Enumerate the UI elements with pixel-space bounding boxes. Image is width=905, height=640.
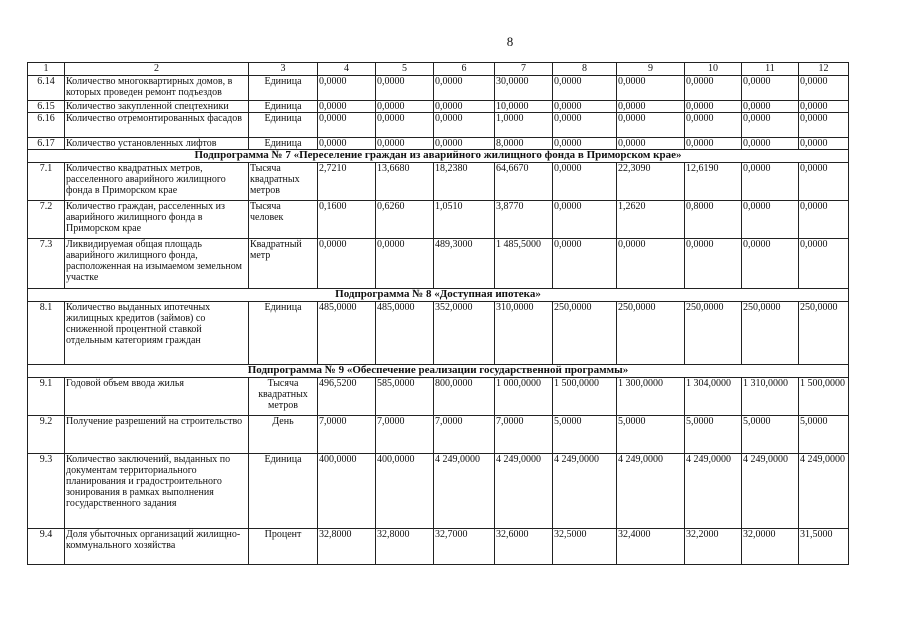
table-row (28, 101, 849, 113)
value-cell: 489,3000 (434, 239, 495, 289)
value-cell: 4 249,0000 (799, 454, 849, 529)
value-cell: 0,0000 (799, 201, 849, 239)
indicator-name: Количество закупленной спецтехники (65, 101, 249, 113)
column-header: 8 (553, 63, 617, 76)
value-cell: 0,0000 (376, 101, 434, 113)
value-cell: 0,0000 (376, 138, 434, 150)
value-cell: 250,0000 (799, 302, 849, 365)
column-header: 2 (65, 63, 249, 76)
row-number: 7.2 (28, 201, 65, 239)
value-cell: 0,0000 (434, 113, 495, 138)
value-cell: 485,0000 (376, 302, 434, 365)
value-cell: 0,0000 (617, 239, 685, 289)
value-cell: 31,5000 (799, 529, 849, 565)
table-row (28, 76, 849, 101)
value-cell: 12,6190 (685, 163, 742, 201)
subprogram-title: Подпрограмма № 9 «Обеспечение реализации государственной программы» (28, 365, 849, 378)
value-cell: 10,0000 (495, 101, 553, 113)
row-number: 6.14 (28, 76, 65, 101)
unit-of-measure: Тысяча квадратных метров (249, 163, 318, 201)
subprogram-heading-row (28, 289, 849, 302)
value-cell: 3,8770 (495, 201, 553, 239)
value-cell: 32,7000 (434, 529, 495, 565)
row-number: 9.4 (28, 529, 65, 565)
indicator-name: Количество граждан, расселенных из аварийного жилищного фонда в Приморском крае (65, 201, 249, 239)
value-cell: 0,0000 (617, 138, 685, 150)
value-cell: 0,0000 (685, 239, 742, 289)
subprogram-heading-row (28, 365, 849, 378)
column-header: 12 (799, 63, 849, 76)
value-cell: 0,0000 (553, 201, 617, 239)
value-cell: 8,0000 (495, 138, 553, 150)
indicator-name: Годовой объем ввода жилья (65, 378, 249, 416)
value-cell: 0,0000 (799, 113, 849, 138)
value-cell: 0,0000 (742, 201, 799, 239)
value-cell: 0,1600 (318, 201, 376, 239)
value-cell: 32,0000 (742, 529, 799, 565)
value-cell: 0,0000 (553, 113, 617, 138)
value-cell: 1 304,0000 (685, 378, 742, 416)
unit-of-measure: Тысяча квадратных метров (249, 378, 318, 416)
value-cell: 4 249,0000 (434, 454, 495, 529)
value-cell: 64,6670 (495, 163, 553, 201)
value-cell: 7,0000 (318, 416, 376, 454)
value-cell: 13,6680 (376, 163, 434, 201)
row-number: 7.1 (28, 163, 65, 201)
value-cell: 0,0000 (799, 76, 849, 101)
value-cell: 5,0000 (553, 416, 617, 454)
unit-of-measure: Единица (249, 302, 318, 365)
unit-of-measure: Процент (249, 529, 318, 565)
indicator-name: Количество многоквартирных домов, в которых проведен ремонт подъездов (65, 76, 249, 101)
row-number: 9.2 (28, 416, 65, 454)
value-cell: 0,0000 (318, 239, 376, 289)
value-cell: 0,0000 (376, 113, 434, 138)
value-cell: 400,0000 (318, 454, 376, 529)
value-cell: 0,0000 (553, 101, 617, 113)
value-cell: 4 249,0000 (742, 454, 799, 529)
value-cell: 30,0000 (495, 76, 553, 101)
value-cell: 4 249,0000 (617, 454, 685, 529)
page-number: 8 (506, 34, 514, 49)
row-number: 7.3 (28, 239, 65, 289)
indicators-table (27, 62, 849, 565)
unit-of-measure: День (249, 416, 318, 454)
value-cell: 0,6260 (376, 201, 434, 239)
unit-of-measure: Единица (249, 76, 318, 101)
table-row (28, 529, 849, 565)
row-number: 6.16 (28, 113, 65, 138)
indicator-name: Количество квадратных метров, расселенного аварийного жилищного фонда в Приморском крае (65, 163, 249, 201)
unit-of-measure: Квадратный метр (249, 239, 318, 289)
indicator-name: Ликвидируемая общая площадь аварийного жилищного фонда, расположенная на изымаемом земельном участке (65, 239, 249, 289)
indicator-name: Количество заключений, выданных по документам территориального планирования и градостроительного зонирования в рамках выполнения государственного задания (65, 454, 249, 529)
table-header-row (28, 63, 849, 76)
value-cell: 1,0510 (434, 201, 495, 239)
value-cell: 0,0000 (742, 138, 799, 150)
value-cell: 1 000,0000 (495, 378, 553, 416)
subprogram-title: Подпрограмма № 8 «Доступная ипотека» (28, 289, 849, 302)
value-cell: 0,8000 (685, 201, 742, 239)
value-cell: 0,0000 (799, 101, 849, 113)
value-cell: 0,0000 (318, 76, 376, 101)
value-cell: 32,4000 (617, 529, 685, 565)
value-cell: 800,0000 (434, 378, 495, 416)
value-cell: 5,0000 (742, 416, 799, 454)
value-cell: 4 249,0000 (553, 454, 617, 529)
value-cell: 250,0000 (617, 302, 685, 365)
row-number: 6.15 (28, 101, 65, 113)
value-cell: 32,8000 (318, 529, 376, 565)
value-cell: 0,0000 (799, 239, 849, 289)
value-cell: 0,0000 (553, 76, 617, 101)
column-header: 10 (685, 63, 742, 76)
value-cell: 7,0000 (434, 416, 495, 454)
value-cell: 5,0000 (617, 416, 685, 454)
value-cell: 0,0000 (376, 239, 434, 289)
value-cell: 0,0000 (376, 76, 434, 101)
table-row (28, 113, 849, 138)
value-cell: 0,0000 (742, 101, 799, 113)
value-cell: 0,0000 (553, 239, 617, 289)
value-cell: 1,0000 (495, 113, 553, 138)
value-cell: 250,0000 (553, 302, 617, 365)
value-cell: 0,0000 (742, 163, 799, 201)
indicator-name: Количество выданных ипотечных жилищных кредитов (займов) со сниженной процентной ставкой отдельным категориям граждан (65, 302, 249, 365)
table-row (28, 302, 849, 365)
table-row (28, 138, 849, 150)
value-cell: 0,0000 (742, 76, 799, 101)
value-cell: 7,0000 (495, 416, 553, 454)
indicator-name: Получение разрешений на строительство (65, 416, 249, 454)
unit-of-measure: Тысяча человек (249, 201, 318, 239)
value-cell: 310,0000 (495, 302, 553, 365)
indicator-name: Количество установленных лифтов (65, 138, 249, 150)
row-number: 6.17 (28, 138, 65, 150)
column-header: 6 (434, 63, 495, 76)
value-cell: 352,0000 (434, 302, 495, 365)
value-cell: 400,0000 (376, 454, 434, 529)
unit-of-measure: Единица (249, 138, 318, 150)
value-cell: 0,0000 (742, 239, 799, 289)
value-cell: 2,7210 (318, 163, 376, 201)
table-row (28, 454, 849, 529)
value-cell: 250,0000 (685, 302, 742, 365)
value-cell: 1 500,0000 (799, 378, 849, 416)
value-cell: 1 485,5000 (495, 239, 553, 289)
value-cell: 0,0000 (685, 138, 742, 150)
column-header: 4 (318, 63, 376, 76)
table-row (28, 163, 849, 201)
value-cell: 485,0000 (318, 302, 376, 365)
table-row (28, 378, 849, 416)
column-header: 9 (617, 63, 685, 76)
value-cell: 18,2380 (434, 163, 495, 201)
value-cell: 1 500,0000 (553, 378, 617, 416)
value-cell: 0,0000 (617, 76, 685, 101)
indicator-name: Количество отремонтированных фасадов (65, 113, 249, 138)
value-cell: 4 249,0000 (495, 454, 553, 529)
value-cell: 585,0000 (376, 378, 434, 416)
column-header: 3 (249, 63, 318, 76)
unit-of-measure: Единица (249, 454, 318, 529)
value-cell: 1 300,0000 (617, 378, 685, 416)
value-cell: 0,0000 (799, 163, 849, 201)
unit-of-measure: Единица (249, 101, 318, 113)
value-cell: 0,0000 (434, 76, 495, 101)
column-header: 5 (376, 63, 434, 76)
row-number: 9.3 (28, 454, 65, 529)
table-row (28, 201, 849, 239)
unit-of-measure: Единица (249, 113, 318, 138)
value-cell: 0,0000 (434, 138, 495, 150)
value-cell: 22,3090 (617, 163, 685, 201)
value-cell: 1,2620 (617, 201, 685, 239)
value-cell: 1 310,0000 (742, 378, 799, 416)
value-cell: 5,0000 (685, 416, 742, 454)
value-cell: 0,0000 (318, 101, 376, 113)
value-cell: 0,0000 (617, 113, 685, 138)
table-row (28, 416, 849, 454)
value-cell: 0,0000 (318, 138, 376, 150)
value-cell: 0,0000 (685, 76, 742, 101)
value-cell: 0,0000 (685, 113, 742, 138)
column-header: 1 (28, 63, 65, 76)
subprogram-title: Подпрограмма № 7 «Переселение граждан из аварийного жилищного фонда в Приморском крае» (28, 150, 849, 163)
value-cell: 5,0000 (799, 416, 849, 454)
subprogram-heading-row (28, 150, 849, 163)
value-cell: 0,0000 (553, 138, 617, 150)
row-number: 9.1 (28, 378, 65, 416)
value-cell: 32,8000 (376, 529, 434, 565)
value-cell: 250,0000 (742, 302, 799, 365)
value-cell: 0,0000 (685, 101, 742, 113)
value-cell: 4 249,0000 (685, 454, 742, 529)
value-cell: 32,6000 (495, 529, 553, 565)
value-cell: 0,0000 (742, 113, 799, 138)
column-header: 7 (495, 63, 553, 76)
value-cell: 496,5200 (318, 378, 376, 416)
row-number: 8.1 (28, 302, 65, 365)
value-cell: 0,0000 (434, 101, 495, 113)
column-header: 11 (742, 63, 799, 76)
value-cell: 7,0000 (376, 416, 434, 454)
value-cell: 32,5000 (553, 529, 617, 565)
indicator-name: Доля убыточных организаций жилищно-коммунального хозяйства (65, 529, 249, 565)
value-cell: 0,0000 (553, 163, 617, 201)
value-cell: 0,0000 (799, 138, 849, 150)
table-row (28, 239, 849, 289)
value-cell: 0,0000 (318, 113, 376, 138)
value-cell: 32,2000 (685, 529, 742, 565)
value-cell: 0,0000 (617, 101, 685, 113)
